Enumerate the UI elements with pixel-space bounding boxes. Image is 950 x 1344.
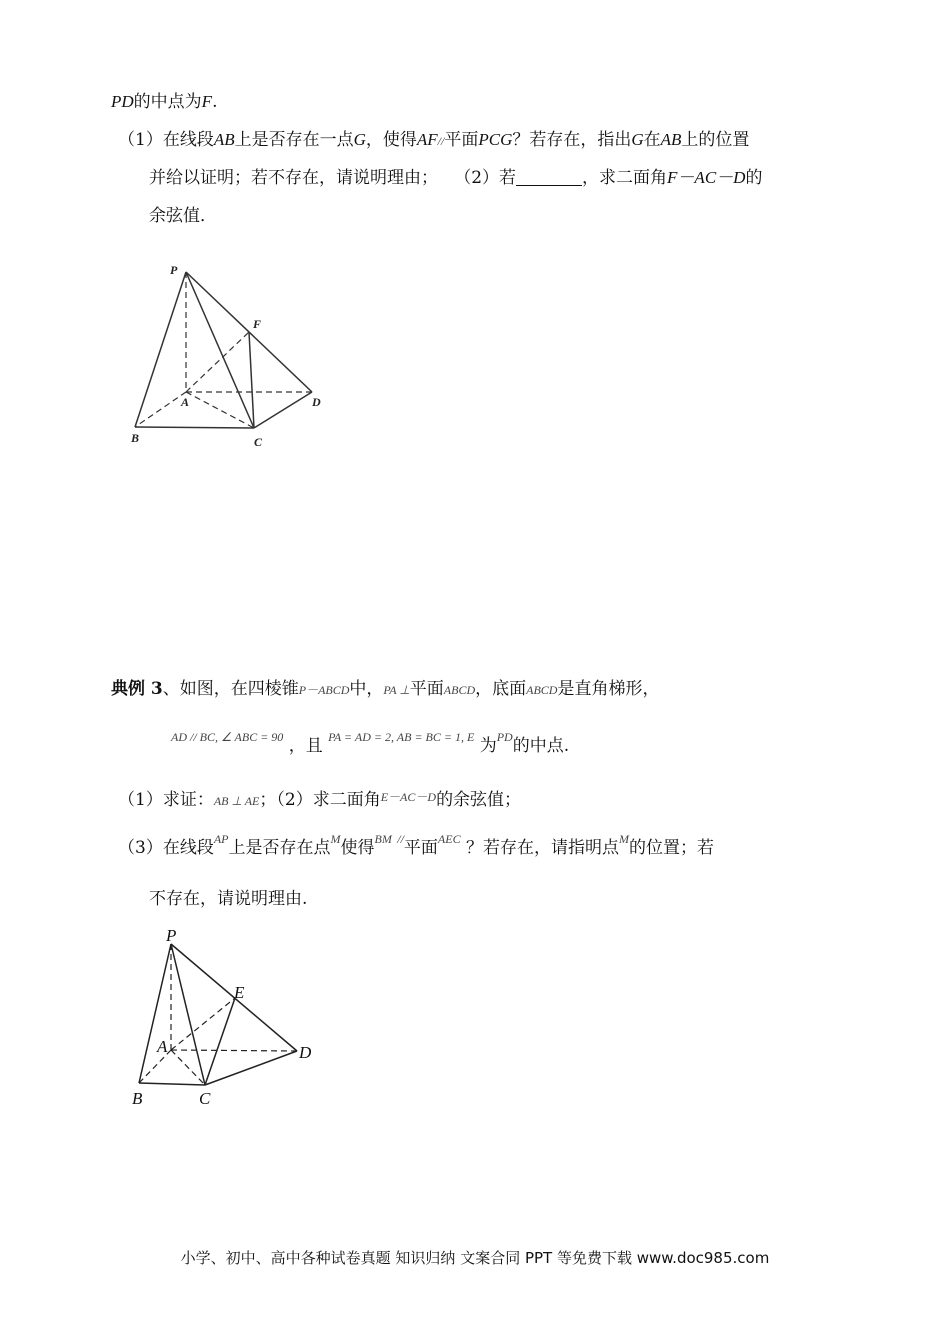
condition-2: PA = AD = 2, AB = BC = 1, E — [328, 730, 475, 744]
edge-fc — [249, 332, 254, 428]
edge-ac-hidden — [186, 392, 254, 428]
plane-pcg: PCG — [478, 130, 513, 149]
segment-pd: PD — [496, 730, 513, 744]
dihedral-angle: E－AC－D — [380, 790, 437, 804]
edge-ab-hidden — [135, 392, 186, 427]
p3-q3-cont — [149, 887, 307, 911]
edge-pb — [139, 944, 171, 1083]
text: ，使得 — [365, 130, 417, 150]
dihedral-angle: F－AC－D — [667, 168, 746, 187]
label-f: F — [253, 317, 262, 331]
condition-1: AD // BC, ∠ ABC = 90 — [171, 730, 284, 744]
edge-bc — [139, 1083, 205, 1085]
p3-conditions — [171, 730, 570, 759]
point-m: M — [618, 832, 629, 846]
segment-bm: BM — [374, 832, 392, 846]
text: ？若存在，指出 — [512, 130, 632, 150]
text: 中， — [349, 679, 384, 699]
text: ；（2）求二面角 — [259, 790, 381, 810]
point-g: G — [631, 130, 644, 149]
text: 的中点. — [512, 736, 570, 756]
parallel-symbol: // — [437, 134, 445, 148]
label-e: E — [234, 983, 245, 1002]
p2-question2-cont — [149, 204, 217, 228]
example-heading: 典例 3 — [111, 679, 163, 699]
fill-blank[interactable] — [516, 167, 582, 186]
text: 使得 — [340, 838, 375, 858]
label-a: A — [181, 395, 190, 409]
text: ，底面 — [475, 679, 527, 699]
pyramid-name: P－ABCD — [298, 683, 350, 697]
footer: 小学、初中、高中各种试卷真题 知识归纳 文案合同 PPT 等免费下载 www.doc985.com — [180, 1249, 770, 1267]
text: （2）若 — [454, 168, 517, 188]
text: （1）求证： — [118, 790, 214, 810]
label-p: P — [166, 926, 177, 945]
pyramid-figure-2 — [128, 922, 328, 1112]
p2-question1-cont — [149, 166, 762, 190]
edge-pc — [186, 272, 254, 428]
label-c: C — [254, 435, 263, 449]
text: 平面 — [409, 679, 444, 699]
point-g: G — [353, 130, 366, 149]
p3-q1-q2 — [118, 788, 521, 813]
edge-ad-hidden — [171, 1050, 297, 1051]
label-d: D — [299, 1043, 312, 1062]
edge-ac-hidden — [171, 1050, 205, 1085]
edge-ec — [205, 998, 235, 1085]
p2-line1 — [111, 90, 217, 114]
pa-perp: PA ⊥ — [383, 683, 410, 697]
edge-cd — [254, 392, 312, 428]
text: 、如图，在四棱锥 — [162, 679, 299, 699]
label-b: B — [132, 1089, 143, 1108]
plane-abcd: ABCD — [526, 683, 558, 697]
segment-ap: AP — [213, 832, 229, 846]
label-c: C — [199, 1089, 211, 1108]
text: 为 — [479, 736, 497, 756]
text: 不存在，请说明理由. — [149, 889, 308, 909]
segment-pd: PD — [111, 92, 134, 111]
edge-pc — [171, 944, 205, 1085]
text: ，且 — [288, 736, 323, 756]
text: 的余弦值； — [436, 790, 522, 810]
label-a: A — [157, 1037, 168, 1056]
text: 的中点为 — [133, 92, 202, 112]
text: ，求二面角 — [582, 168, 668, 188]
parallel-symbol: // — [397, 832, 404, 846]
p3-q3 — [118, 832, 714, 861]
p2-question1 — [118, 128, 749, 153]
p3-intro — [111, 677, 659, 702]
label-b: B — [131, 431, 140, 445]
period: . — [212, 92, 218, 112]
point-f: F — [201, 92, 213, 111]
text: （1）在线段 — [118, 130, 214, 150]
text: 上是否存在一点 — [234, 130, 354, 150]
text: 上的位置 — [681, 130, 750, 150]
label-d: D — [312, 395, 321, 409]
text: ？若存在，请指明点 — [465, 838, 619, 858]
edge-bc — [135, 427, 254, 428]
segment-af: AF — [416, 130, 438, 149]
plane-abcd: ABCD — [443, 683, 476, 697]
label-p: P — [170, 263, 178, 277]
text: 余弦值． — [149, 206, 217, 226]
text: 平面 — [444, 130, 479, 150]
text: 的 — [745, 168, 763, 188]
plane-aec: AEC — [437, 832, 461, 846]
text: （3）在线段 — [118, 838, 214, 858]
edge-af-hidden — [186, 332, 249, 392]
point-m: M — [330, 832, 341, 846]
edge-pb — [135, 272, 186, 427]
text: 上是否存在点 — [228, 838, 331, 858]
pyramid-figure-1 — [128, 260, 328, 450]
segment-ab: AB — [213, 130, 235, 149]
segment-ab: AB — [660, 130, 682, 149]
text: 的位置；若 — [628, 838, 714, 858]
text: 平面 — [403, 838, 438, 858]
text: 在 — [643, 130, 661, 150]
text: 是直角梯形， — [557, 679, 660, 699]
text: 并给以证明；若不存在，请说明理由； — [149, 168, 438, 188]
edge-cd — [205, 1051, 297, 1085]
expr-ab-perp-ae: AB ⊥ AE — [213, 794, 260, 808]
